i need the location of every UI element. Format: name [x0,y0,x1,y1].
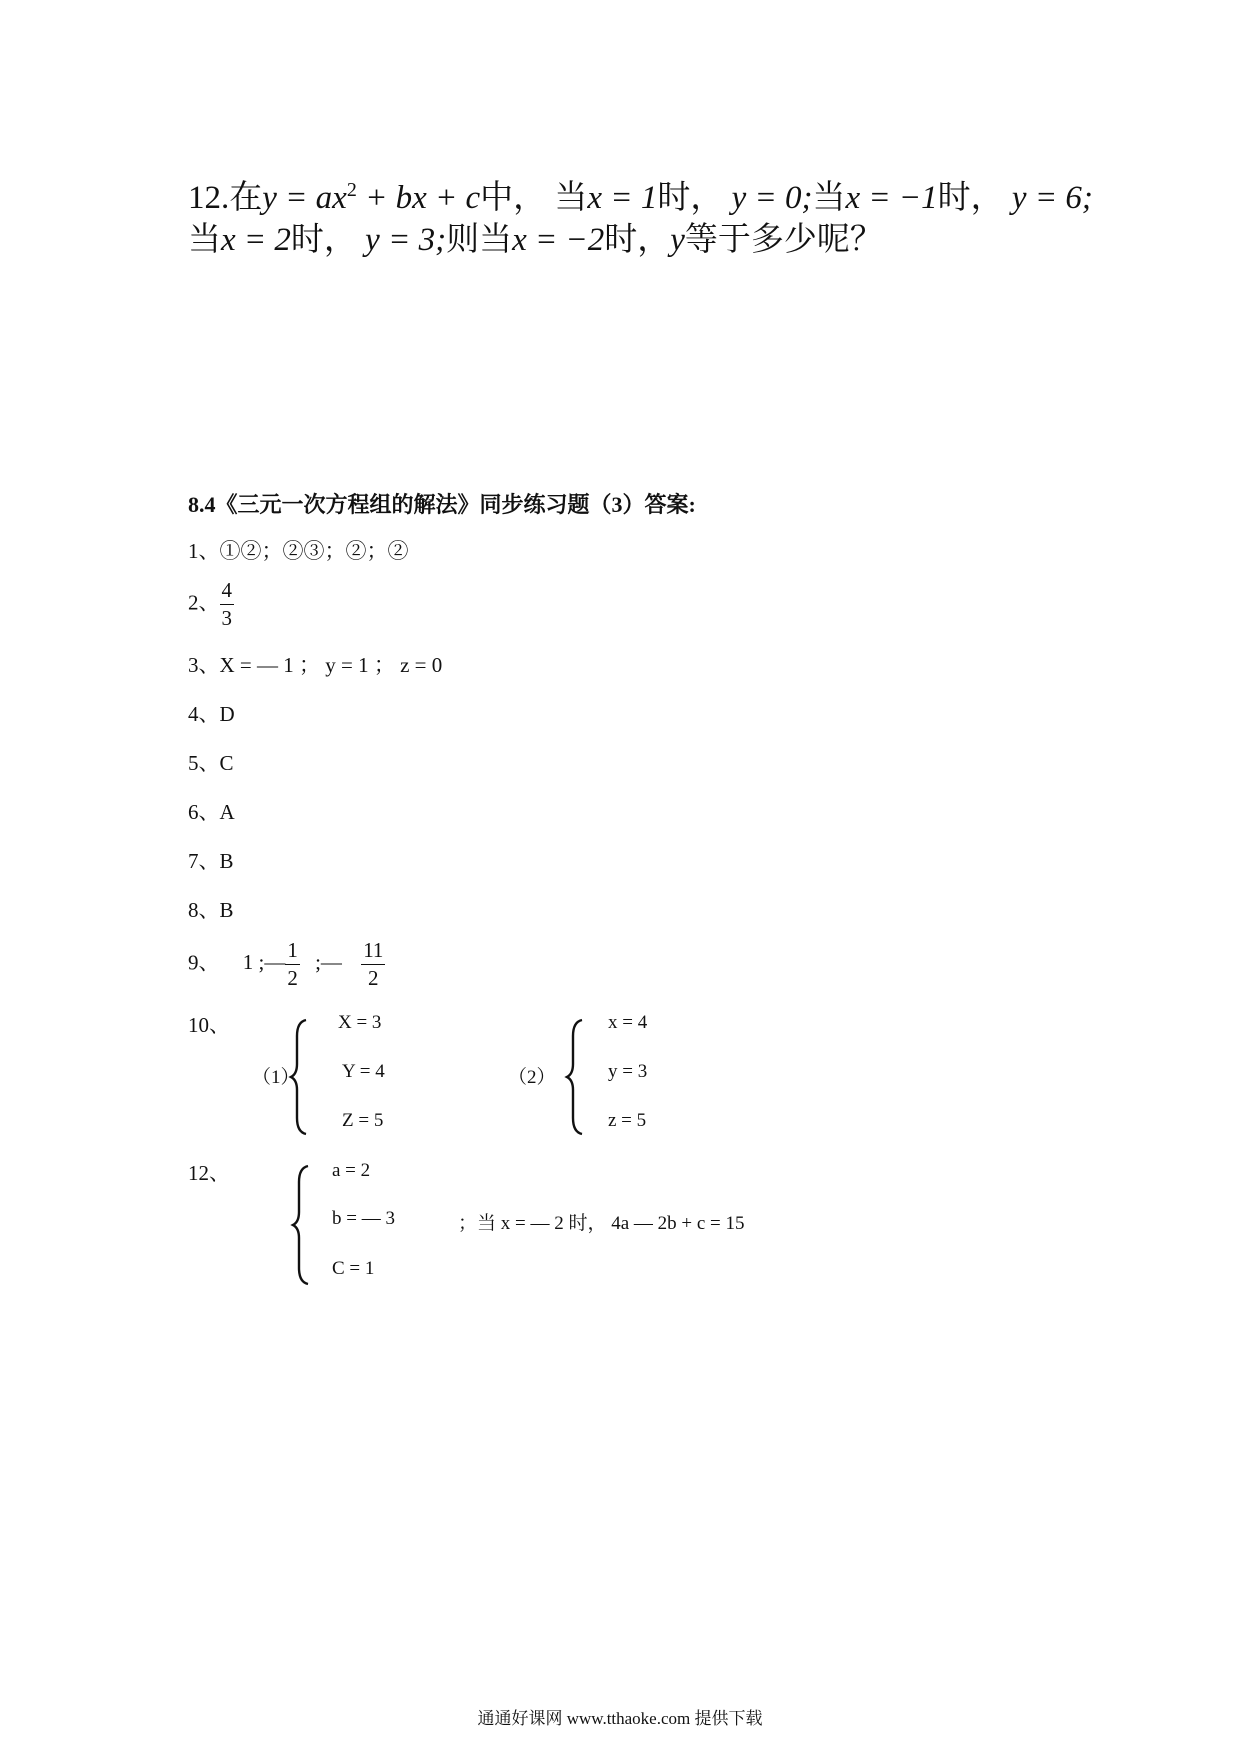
answers-title: 8.4《三元一次方程组的解法》同步练习题（3）答案: [188,492,696,517]
answer-10-system-1-label: （1） [252,1067,300,1088]
answer-2: 2、 $\frac{4}{3}$ [188,578,232,630]
answer-12-label: 12、 [188,1161,230,1185]
answer-10-system-2-label: （2） [508,1067,556,1088]
problem-number: 12. [188,180,230,216]
fraction: $\frac{1}{2}$ [287,938,298,990]
answer-1: 1、①②；②③；②；② [188,539,409,563]
left-brace-icon [290,1164,314,1286]
answer-10-label: 10、 [188,1013,230,1037]
problem-line-1: 12.在$y = ax^2$ + bx + c中， 当x = 1时， y = 0;当x = −1时， y = 6; [188,179,1093,216]
answer-8: 8、B [188,898,234,922]
system-1-eq-2: Y = 4 [342,1061,385,1082]
system-1-eq-1: X = 3 [338,1012,382,1033]
left-brace-icon [288,1018,312,1136]
answer-3: 3、X = — 1 ； y = 1 ； z = 0 [188,653,443,677]
left-brace-icon [564,1018,588,1136]
answer-5: 5、C [188,751,234,775]
answer-7: 7、B [188,849,234,873]
system-1-eq-3: Z = 5 [342,1110,384,1131]
system-2-eq-3: z = 5 [608,1110,647,1131]
answer-4: 4、D [188,702,235,726]
fraction: $\frac{4}{3}$ [221,578,232,630]
answer-9: 9、 1 ;— $\frac{1}{2}$ ;— $\frac{11}{2}$ [188,938,384,990]
footer-credit: 通通好课网 www.tthaoke.com 提供下载 [477,1709,763,1728]
fraction: $\frac{11}{2}$ [363,938,384,990]
system-2-eq-2: y = 3 [608,1061,648,1082]
problem-line-2: 当x = 2时， y = 3;则当x = −2时，y等于多少呢？ [188,222,883,258]
system-3-eq-3: C = 1 [332,1258,375,1279]
system-3-eq-2: b = — 3 [332,1208,395,1229]
system-2-eq-1: x = 4 [608,1012,648,1033]
answer-12-result: ；当 x = — 2 时， 4a — 2b + c = 15 [458,1213,745,1234]
answer-6: 6、A [188,800,235,824]
system-3-eq-1: a = 2 [332,1160,371,1181]
